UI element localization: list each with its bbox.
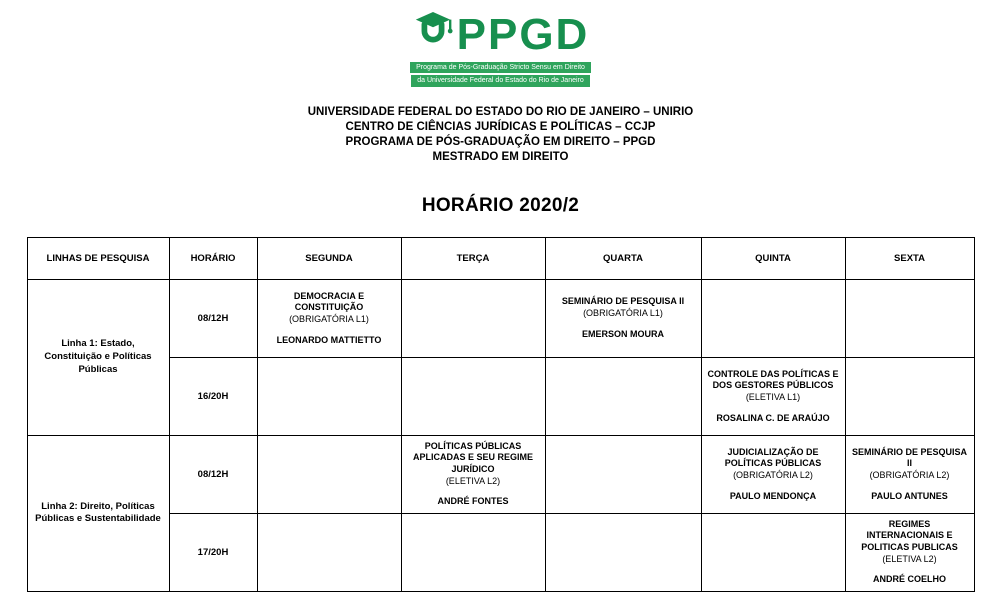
course-professor: PAULO ANTUNES: [871, 490, 948, 501]
course-professor: EMERSON MOURA: [581, 328, 664, 339]
schedule-cell: [701, 435, 845, 513]
column-header-quarta: QUARTA: [545, 237, 701, 279]
course-type: (ELETIVA L2): [882, 553, 937, 564]
schedule-cell: [845, 513, 974, 591]
header-line-degree: MESTRADO EM DIREITO: [432, 150, 569, 163]
table-row: [27, 435, 974, 513]
institution-header: [0, 105, 1001, 165]
course-professor: PAULO MENDONÇA: [729, 490, 817, 501]
header-line-program: PROGRAMA DE PÓS-GRADUAÇÃO EM DIREITO – PPGD: [345, 135, 656, 148]
schedule-table: [27, 237, 975, 592]
course-type: (ELETIVA L2): [445, 475, 501, 486]
table-row: [27, 513, 974, 591]
schedule-cell-empty: [401, 357, 545, 435]
course-title: SEMINÁRIO DE PESQUISA II: [561, 296, 685, 307]
research-line-2: Linha 2: Direito, Políticas Públicas e Sustentabilidade: [27, 435, 169, 591]
time-slot: 08/12H: [169, 279, 257, 357]
time-slot: 16/20H: [169, 357, 257, 435]
schedule-cell-empty: [401, 513, 545, 591]
time-slot: 17/20H: [169, 513, 257, 591]
schedule-cell-empty: [845, 357, 974, 435]
schedule-cell-empty: [401, 279, 545, 357]
table-row: [27, 357, 974, 435]
research-line-1: Linha 1: Estado, Constituição e Políticas Públicas: [27, 279, 169, 435]
column-header-quinta: QUINTA: [701, 237, 845, 279]
schedule-cell: [701, 357, 845, 435]
course-type: (OBRIGATÓRIA L1): [289, 313, 369, 324]
logo-tagline-2: da Universidade Federal do Estado do Rio de Janeiro: [411, 75, 590, 86]
course-professor: ROSALINA C. DE ARAÚJO: [716, 412, 830, 423]
course-title: POLÍTICAS PÚBLICAS APLICADAS E SEU REGIME JURÍDICO: [412, 440, 533, 475]
header-line-university: UNIVERSIDADE FEDERAL DO ESTADO DO RIO DE JANEIRO – UNIRIO: [307, 105, 694, 118]
schedule-cell-empty: [845, 279, 974, 357]
schedule-cell: [401, 435, 545, 513]
schedule-cell: [545, 279, 701, 357]
schedule-cell-empty: [545, 357, 701, 435]
table-header-row: [27, 237, 974, 279]
page-title: HORÁRIO 2020/2: [421, 194, 580, 216]
column-header-horario: HORÁRIO: [169, 237, 257, 279]
logo-taglines: [0, 62, 1001, 87]
schedule-cell-empty: [257, 357, 401, 435]
schedule-cell: [257, 279, 401, 357]
table-row: [27, 279, 974, 357]
schedule-cell-empty: [701, 513, 845, 591]
schedule-cell-empty: [545, 435, 701, 513]
course-title: CONTROLE DAS POLÍTICAS E DOS GESTORES PÚBLICOS: [707, 368, 839, 391]
course-title: JUDICIALIZAÇÃO DE POLÍTICAS PÚBLICAS: [724, 446, 822, 469]
course-type: (OBRIGATÓRIA L2): [869, 469, 950, 480]
course-type: (OBRIGATÓRIA L2): [733, 469, 813, 480]
schedule-cell-empty: [701, 279, 845, 357]
header-line-center: CENTRO DE CIÊNCIAS JURÍDICAS E POLÍTICAS – CCJP: [345, 120, 656, 133]
graduation-cap-icon: [412, 10, 454, 59]
course-type: (ELETIVA L1): [745, 391, 801, 402]
logo-acronym: PPGD: [456, 9, 590, 59]
schedule-cell-empty: [257, 435, 401, 513]
column-header-sexta: SEXTA: [845, 237, 974, 279]
course-title: DEMOCRACIA E CONSTITUIÇÃO: [293, 290, 365, 313]
logo-tagline-1: Programa de Pós-Graduação Stricto Sensu em Direito: [410, 62, 591, 73]
schedule-cell: [845, 435, 974, 513]
course-type: (OBRIGATÓRIA L1): [583, 308, 663, 319]
course-professor: ANDRÉ FONTES: [437, 496, 509, 507]
column-header-terca: TERÇA: [401, 237, 545, 279]
time-slot: 08/12H: [169, 435, 257, 513]
column-header-linhas: LINHAS DE PESQUISA: [27, 237, 169, 279]
course-title: REGIMES INTERNACIONAIS E POLITICAS PUBLICAS: [861, 518, 958, 553]
schedule-cell-empty: [257, 513, 401, 591]
schedule-cell-empty: [545, 513, 701, 591]
column-header-segunda: SEGUNDA: [257, 237, 401, 279]
logo: [0, 0, 1001, 87]
course-professor: LEONARDO MATTIETTO: [276, 334, 382, 345]
course-professor: ANDRÉ COELHO: [872, 574, 946, 585]
course-title: SEMINÁRIO DE PESQUISA II: [851, 446, 968, 469]
